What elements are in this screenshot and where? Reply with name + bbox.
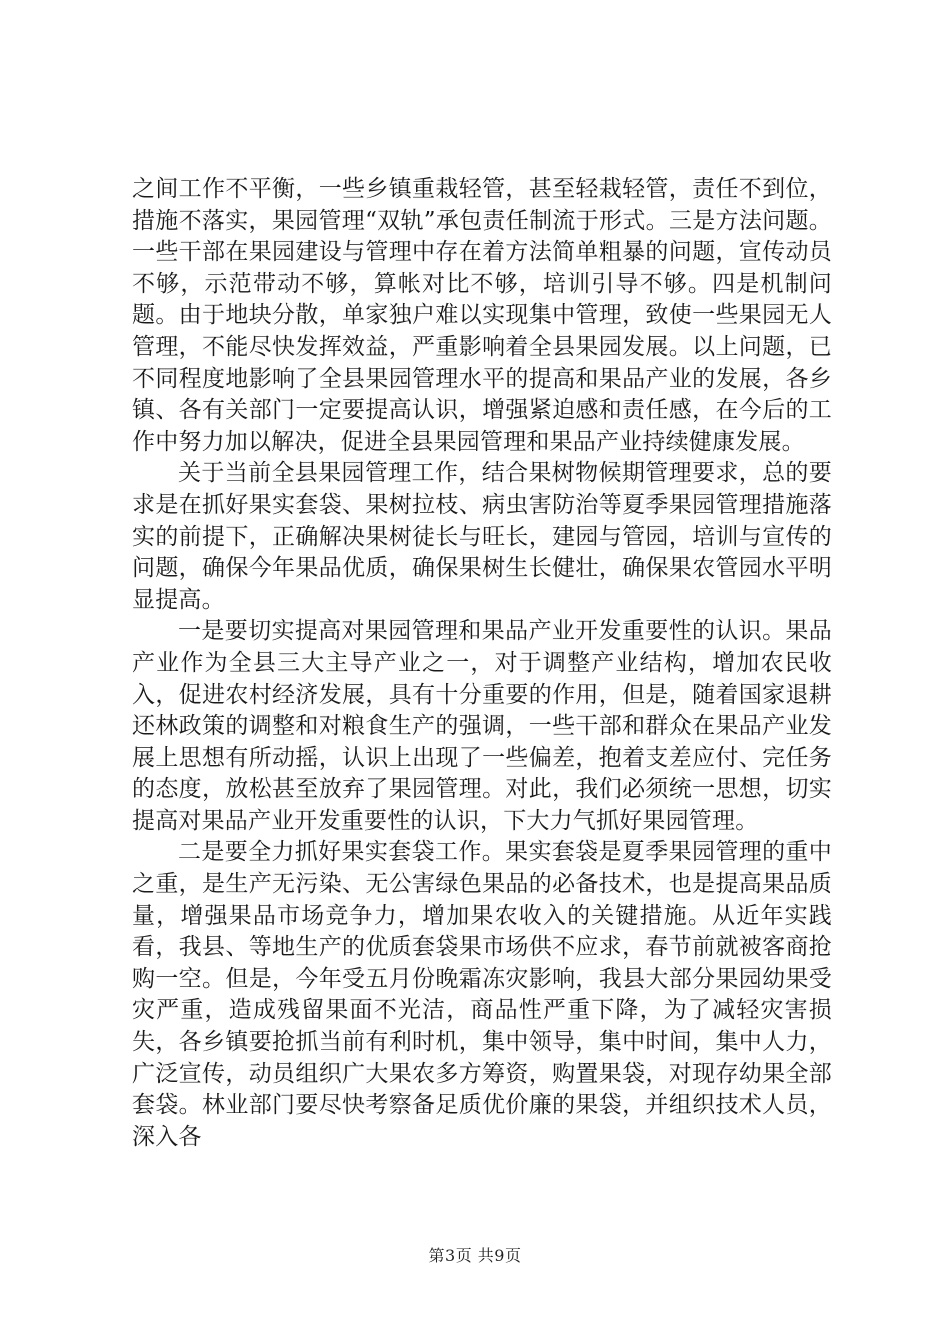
paragraph-3: 一是要切实提高对果园管理和果品产业开发重要性的认识。果品产业作为全县三大主导产业之一，对于调整产业结构，增加农民收入，促进农村经济发展，具有十分重要的作用，但是，随着国家退耕还林政策的调整和对粮食生产的强调，一些干部和群众在果品产业发展上思想有所动摇，认识上出现了一些偏差，抱着支差应付、完任务的态度，放松甚至放弃了果园管理。对此，我们必须统一思想，切实提高对果品产业开发重要性的认识，下大力气抓好果园管理。 <box>132 618 832 834</box>
document-body <box>132 174 832 1153</box>
paragraph-4: 二是要全力抓好果实套袋工作。果实套袋是夏季果园管理的重中之重，是生产无污染、无公害绿色果品的必备技术，也是提高果品质量，增强果品市场竞争力，增加果农收入的关键措施。从近年实践看，我县、等地生产的优质套袋果市场供不应求，春节前就被客商抢购一空。但是，今年受五月份晚霜冻灾影响，我县大部分果园幼果受灾严重，造成残留果面不光洁，商品性严重下降，为了减轻灾害损失，各乡镇要抢抓当前有利时机，集中领导，集中时间，集中人力，广泛宣传，动员组织广大果农多方筹资，购置果袋，对现存幼果全部套袋。林业部门要尽快考察备足质优价廉的果袋，并组织技术人员，深入各 <box>132 839 832 1150</box>
paragraph-2: 关于当前全县果园管理工作，结合果树物候期管理要求，总的要求是在抓好果实套袋、果树拉枝、病虫害防治等夏季果园管理措施落实的前提下，正确解决果树徒长与旺长，建园与管园，培训与宣传的问题，确保今年果品优质，确保果树生长健壮，确保果农管园水平明显提高。 <box>132 460 832 613</box>
page-number-footer: 第3页 共9页 <box>428 1246 522 1265</box>
paragraph-1: 之间工作不平衡，一些乡镇重栽轻管，甚至轻栽轻管，责任不到位，措施不落实，果园管理“双轨”承包责任制流于形式。三是方法问题。一些干部在果园建设与管理中存在着方法简单粗暴的问题，宣传动员不够，示范带动不够，算帐对比不够，培训引导不够。四是机制问题。由于地块分散，单家独户难以实现集中管理，致使一些果园无人管理，不能尽快发挥效益，严重影响着全县果园发展。以上问题，已不同程度地影响了全县果园管理水平的提高和果品产业的发展，各乡镇、各有关部门一定要提高认识，增强紧迫感和责任感，在今后的工作中努力加以解决，促进全县果园管理和果品产业持续健康发展。 <box>132 176 832 455</box>
